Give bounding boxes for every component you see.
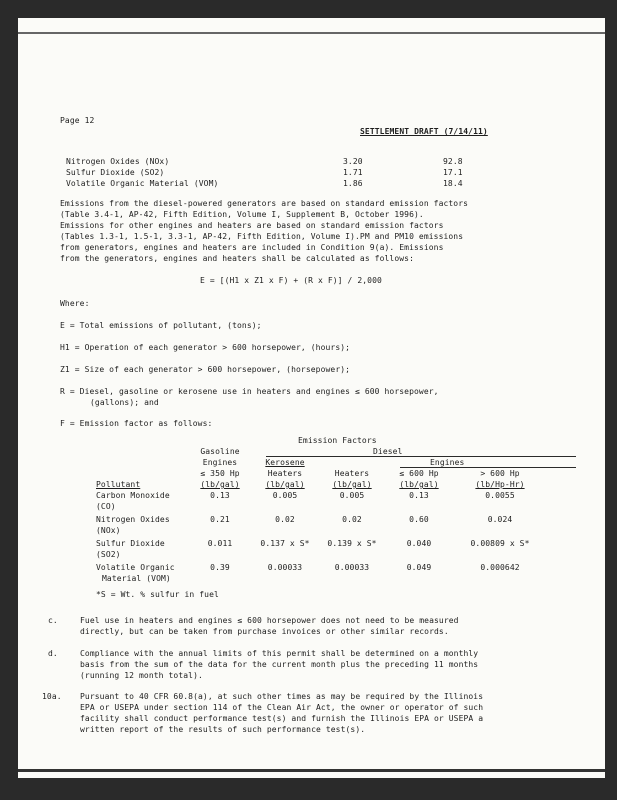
col-header-kerosene: Kerosene <box>265 458 305 467</box>
table-cell: 0.040 <box>406 539 432 548</box>
table-cell: 0.60 <box>409 515 429 524</box>
definition-line: Z1 = Size of each generator > 600 horsepower, (horsepower); <box>60 365 351 374</box>
pollutant-name: Nitrogen Oxides <box>96 515 170 524</box>
condition-line: Pursuant to 40 CFR 60.8(a), at such other times as may be required by the Illinois <box>80 692 484 701</box>
table-cell: 0.005 <box>272 491 298 500</box>
pollutant-name: Carbon Monoxide <box>96 491 170 500</box>
table-cell: 0.049 <box>406 563 432 572</box>
table-cell: 0.139 x S* <box>327 539 377 548</box>
definition-line: F = Emission factor as follows: <box>60 419 213 428</box>
paragraph-line: from the generators, engines and heaters shall be calculated as follows: <box>60 254 414 263</box>
condition-line: written report of the results of such performance test(s). <box>80 725 366 734</box>
table-cell: 0.00033 <box>334 563 370 572</box>
paragraph-line: from generators, engines and heaters are included in Condition 9(a). Emissions <box>60 243 444 252</box>
draft-label: SETTLEMENT DRAFT (7/14/11) <box>360 127 488 136</box>
emission-value: 92.8 <box>443 157 463 166</box>
condition-line: facility shall conduct performance test(s) and furnish the Illinois EPA or USEPA a <box>80 714 484 723</box>
emission-value: 1.71 <box>343 168 363 177</box>
table-cell: 0.024 <box>487 515 513 524</box>
col-header-pollutant: Pollutant <box>96 480 141 489</box>
emission-name: Volatile Organic Material (VOM) <box>66 179 219 188</box>
col-header-gasoline: (lb/gal) <box>200 480 240 489</box>
paragraph-line: (Table 3.4-1, AP-42, Fifth Edition, Volume I, Supplement B, October 1996). <box>60 210 424 219</box>
col-header-gasoline: Engines <box>202 458 238 467</box>
formula: E = [(H1 x Z1 x F) + (R x F)] / 2,000 <box>200 276 382 285</box>
table-group-diesel: Diesel <box>373 447 403 456</box>
table-cell: 0.005 <box>339 491 365 500</box>
where-label: Where: <box>60 299 90 308</box>
condition-label: d. <box>48 649 58 658</box>
page-label: Page 12 <box>60 116 95 125</box>
table-cell: 0.00809 x S* <box>470 539 530 548</box>
pollutant-name: (CO) <box>96 502 116 511</box>
table-footnote: *S = Wt. % sulfur in fuel <box>96 590 219 599</box>
col-header-heaters: (lb/gal) <box>332 480 372 489</box>
table-cell: 0.000642 <box>480 563 520 572</box>
table-title: Emission Factors <box>298 436 377 445</box>
emission-value: 1.86 <box>343 179 363 188</box>
table-cell: 0.0055 <box>485 491 515 500</box>
condition-label: 10a. <box>42 692 62 701</box>
page-bottom-edge <box>18 769 605 772</box>
document-page <box>18 18 605 778</box>
col-header-gasoline: ≤ 350 Hp <box>200 469 240 478</box>
col-header-gt600: > 600 Hp <box>480 469 520 478</box>
col-header-gasoline: Gasoline <box>200 447 240 456</box>
col-header-kerosene: Heaters <box>267 469 303 478</box>
condition-line: Fuel use in heaters and engines ≤ 600 horsepower does not need to be measured <box>80 616 459 625</box>
condition-line: directly, but can be taken from purchase invoices or other similar records. <box>80 627 449 636</box>
table-cell: 0.02 <box>275 515 295 524</box>
definition-line: H1 = Operation of each generator > 600 horsepower, (hours); <box>60 343 351 352</box>
paragraph-line: (Tables 1.3-1, 1.5-1, 3.3-1, AP-42, Fifth Edition, Volume I).PM and PM10 emissions <box>60 232 464 241</box>
condition-line: basis from the sum of the data for the current month plus the preceding 11 months <box>80 660 479 669</box>
table-group-engines: Engines <box>430 458 465 467</box>
condition-line: Compliance with the annual limits of this permit shall be determined on a monthly <box>80 649 479 658</box>
pollutant-name: (SO2) <box>96 550 121 559</box>
table-cell: 0.011 <box>207 539 233 548</box>
pollutant-name: Material (VOM) <box>102 574 171 583</box>
table-cell: 0.39 <box>210 563 230 572</box>
condition-line: EPA or USEPA under section 114 of the Clean Air Act, the owner or operator of such <box>80 703 484 712</box>
table-cell: 0.21 <box>210 515 230 524</box>
col-header-gt600: (lb/Hp-Hr) <box>475 480 525 489</box>
table-cell: 0.137 x S* <box>260 539 310 548</box>
pollutant-name: Sulfur Dioxide <box>96 539 165 548</box>
paragraph-line: Emissions for other engines and heaters are based on standard emission factors <box>60 221 444 230</box>
emission-name: Sulfur Dioxide (SO2) <box>66 168 165 177</box>
condition-label: c. <box>48 616 58 625</box>
table-cell: 0.00033 <box>267 563 303 572</box>
table-cell: 0.02 <box>342 515 362 524</box>
pollutant-name: Volatile Organic <box>96 563 175 572</box>
definition-line: E = Total emissions of pollutant, (tons); <box>60 321 262 330</box>
col-header-le600: (lb/gal) <box>399 480 439 489</box>
definition-line: (gallons); and <box>90 398 159 407</box>
condition-line: (running 12 month total). <box>80 671 203 680</box>
emission-name: Nitrogen Oxides (NOx) <box>66 157 170 166</box>
page-top-edge <box>18 32 605 34</box>
table-cell: 0.13 <box>409 491 429 500</box>
pollutant-name: (NOx) <box>96 526 121 535</box>
emission-value: 3.20 <box>343 157 363 166</box>
col-header-heaters: Heaters <box>334 469 370 478</box>
emission-value: 18.4 <box>443 179 463 188</box>
definition-line: R = Diesel, gasoline or kerosene use in heaters and engines ≤ 600 horsepower, <box>60 387 439 396</box>
col-header-kerosene: (lb/gal) <box>265 480 305 489</box>
emission-value: 17.1 <box>443 168 463 177</box>
paragraph-line: Emissions from the diesel-powered generators are based on standard emission factors <box>60 199 469 208</box>
col-header-le600: ≤ 600 Hp <box>399 469 439 478</box>
table-cell: 0.13 <box>210 491 230 500</box>
